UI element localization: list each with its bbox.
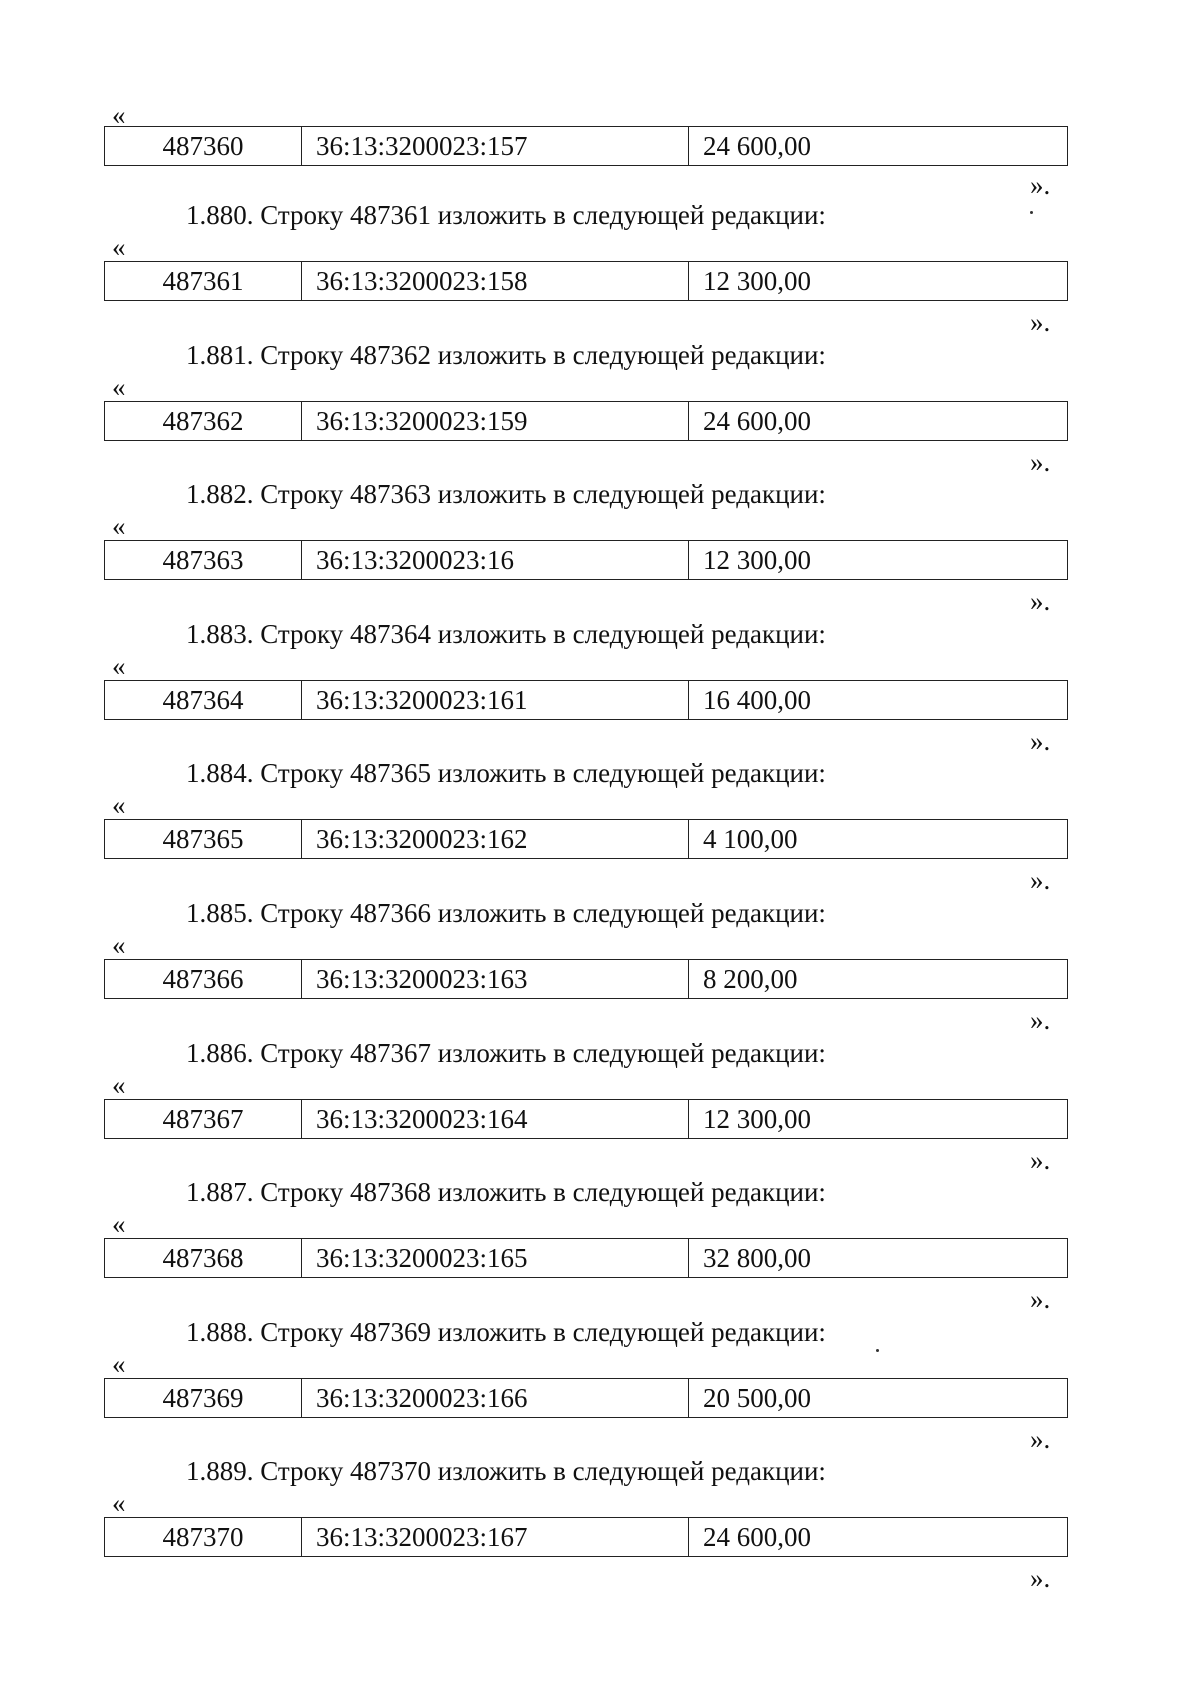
closing-quote: ». xyxy=(1030,447,1051,477)
closing-quote: ». xyxy=(1030,586,1051,616)
amendment-heading: 1.883. Строку 487364 изложить в следующей редакции: xyxy=(186,619,826,649)
table-row xyxy=(105,681,1068,720)
amount-cell: 4 100,00 xyxy=(689,820,1068,859)
amendment-table xyxy=(104,680,1068,720)
opening-quote: « xyxy=(112,511,126,541)
closing-quote: ». xyxy=(1030,1424,1051,1454)
closing-quote: ». xyxy=(1030,1145,1051,1175)
row-number-cell: 487368 xyxy=(105,1239,302,1278)
table-row xyxy=(105,1100,1068,1139)
amount-cell: 24 600,00 xyxy=(689,127,1068,166)
opening-quote: « xyxy=(112,1070,126,1100)
amendment-table xyxy=(104,1378,1068,1418)
closing-quote: ». xyxy=(1030,1005,1051,1035)
opening-quote: « xyxy=(112,232,126,262)
cadastral-number-cell: 36:13:3200023:164 xyxy=(302,1100,689,1139)
row-number-cell: 487365 xyxy=(105,820,302,859)
closing-quote: ». xyxy=(1030,865,1051,895)
opening-quote: « xyxy=(112,100,126,130)
amendment-heading: 1.884. Строку 487365 изложить в следующей редакции: xyxy=(186,758,826,788)
table-row xyxy=(105,1379,1068,1418)
amount-cell: 32 800,00 xyxy=(689,1239,1068,1278)
table-row xyxy=(105,402,1068,441)
opening-quote: « xyxy=(112,1488,126,1518)
amount-cell: 20 500,00 xyxy=(689,1379,1068,1418)
cadastral-number-cell: 36:13:3200023:162 xyxy=(302,820,689,859)
opening-quote: « xyxy=(112,1349,126,1379)
amendment-heading: 1.887. Строку 487368 изложить в следующей редакции: xyxy=(186,1177,826,1207)
amendment-table xyxy=(104,959,1068,999)
amendment-heading: 1.888. Строку 487369 изложить в следующей редакции: xyxy=(186,1317,826,1347)
opening-quote: « xyxy=(112,790,126,820)
amount-cell: 12 300,00 xyxy=(689,1100,1068,1139)
cadastral-number-cell: 36:13:3200023:16 xyxy=(302,541,689,580)
cadastral-number-cell: 36:13:3200023:161 xyxy=(302,681,689,720)
table-row xyxy=(105,820,1068,859)
row-number-cell: 487360 xyxy=(105,127,302,166)
row-number-cell: 487363 xyxy=(105,541,302,580)
opening-quote: « xyxy=(112,372,126,402)
opening-quote: « xyxy=(112,930,126,960)
amendment-table xyxy=(104,1099,1068,1139)
table-row xyxy=(105,127,1068,166)
cadastral-number-cell: 36:13:3200023:165 xyxy=(302,1239,689,1278)
cadastral-number-cell: 36:13:3200023:167 xyxy=(302,1518,689,1557)
cadastral-number-cell: 36:13:3200023:159 xyxy=(302,402,689,441)
row-number-cell: 487364 xyxy=(105,681,302,720)
amendment-heading: 1.881. Строку 487362 изложить в следующей редакции: xyxy=(186,340,826,370)
row-number-cell: 487370 xyxy=(105,1518,302,1557)
amendment-heading: 1.889. Строку 487370 изложить в следующей редакции: xyxy=(186,1456,826,1486)
amount-cell: 12 300,00 xyxy=(689,262,1068,301)
row-number-cell: 487369 xyxy=(105,1379,302,1418)
closing-quote: ». xyxy=(1030,726,1051,756)
cadastral-number-cell: 36:13:3200023:166 xyxy=(302,1379,689,1418)
row-number-cell: 487361 xyxy=(105,262,302,301)
amount-cell: 24 600,00 xyxy=(689,1518,1068,1557)
scan-speck xyxy=(1030,211,1033,214)
cadastral-number-cell: 36:13:3200023:158 xyxy=(302,262,689,301)
amount-cell: 12 300,00 xyxy=(689,541,1068,580)
amendment-table xyxy=(104,1517,1068,1557)
amount-cell: 24 600,00 xyxy=(689,402,1068,441)
table-row xyxy=(105,262,1068,301)
amendment-heading: 1.880. Строку 487361 изложить в следующей редакции: xyxy=(186,200,826,230)
scan-speck xyxy=(876,1349,879,1352)
cadastral-number-cell: 36:13:3200023:163 xyxy=(302,960,689,999)
amendment-heading: 1.882. Строку 487363 изложить в следующей редакции: xyxy=(186,479,826,509)
closing-quote: ». xyxy=(1030,1284,1051,1314)
table-row xyxy=(105,1239,1068,1278)
amendment-heading: 1.885. Строку 487366 изложить в следующей редакции: xyxy=(186,898,826,928)
row-number-cell: 487366 xyxy=(105,960,302,999)
opening-quote: « xyxy=(112,651,126,681)
amendment-table xyxy=(104,819,1068,859)
amendment-table xyxy=(104,540,1068,580)
amendment-heading: 1.886. Строку 487367 изложить в следующей редакции: xyxy=(186,1038,826,1068)
amendment-table xyxy=(104,126,1068,166)
table-row xyxy=(105,1518,1068,1557)
amount-cell: 8 200,00 xyxy=(689,960,1068,999)
table-row xyxy=(105,960,1068,999)
cadastral-number-cell: 36:13:3200023:157 xyxy=(302,127,689,166)
closing-quote: ». xyxy=(1030,307,1051,337)
row-number-cell: 487362 xyxy=(105,402,302,441)
row-number-cell: 487367 xyxy=(105,1100,302,1139)
amendment-table xyxy=(104,261,1068,301)
amendment-table xyxy=(104,401,1068,441)
closing-quote: ». xyxy=(1030,1563,1051,1593)
opening-quote: « xyxy=(112,1209,126,1239)
table-row xyxy=(105,541,1068,580)
closing-quote: ». xyxy=(1030,170,1051,200)
amendment-table xyxy=(104,1238,1068,1278)
amount-cell: 16 400,00 xyxy=(689,681,1068,720)
